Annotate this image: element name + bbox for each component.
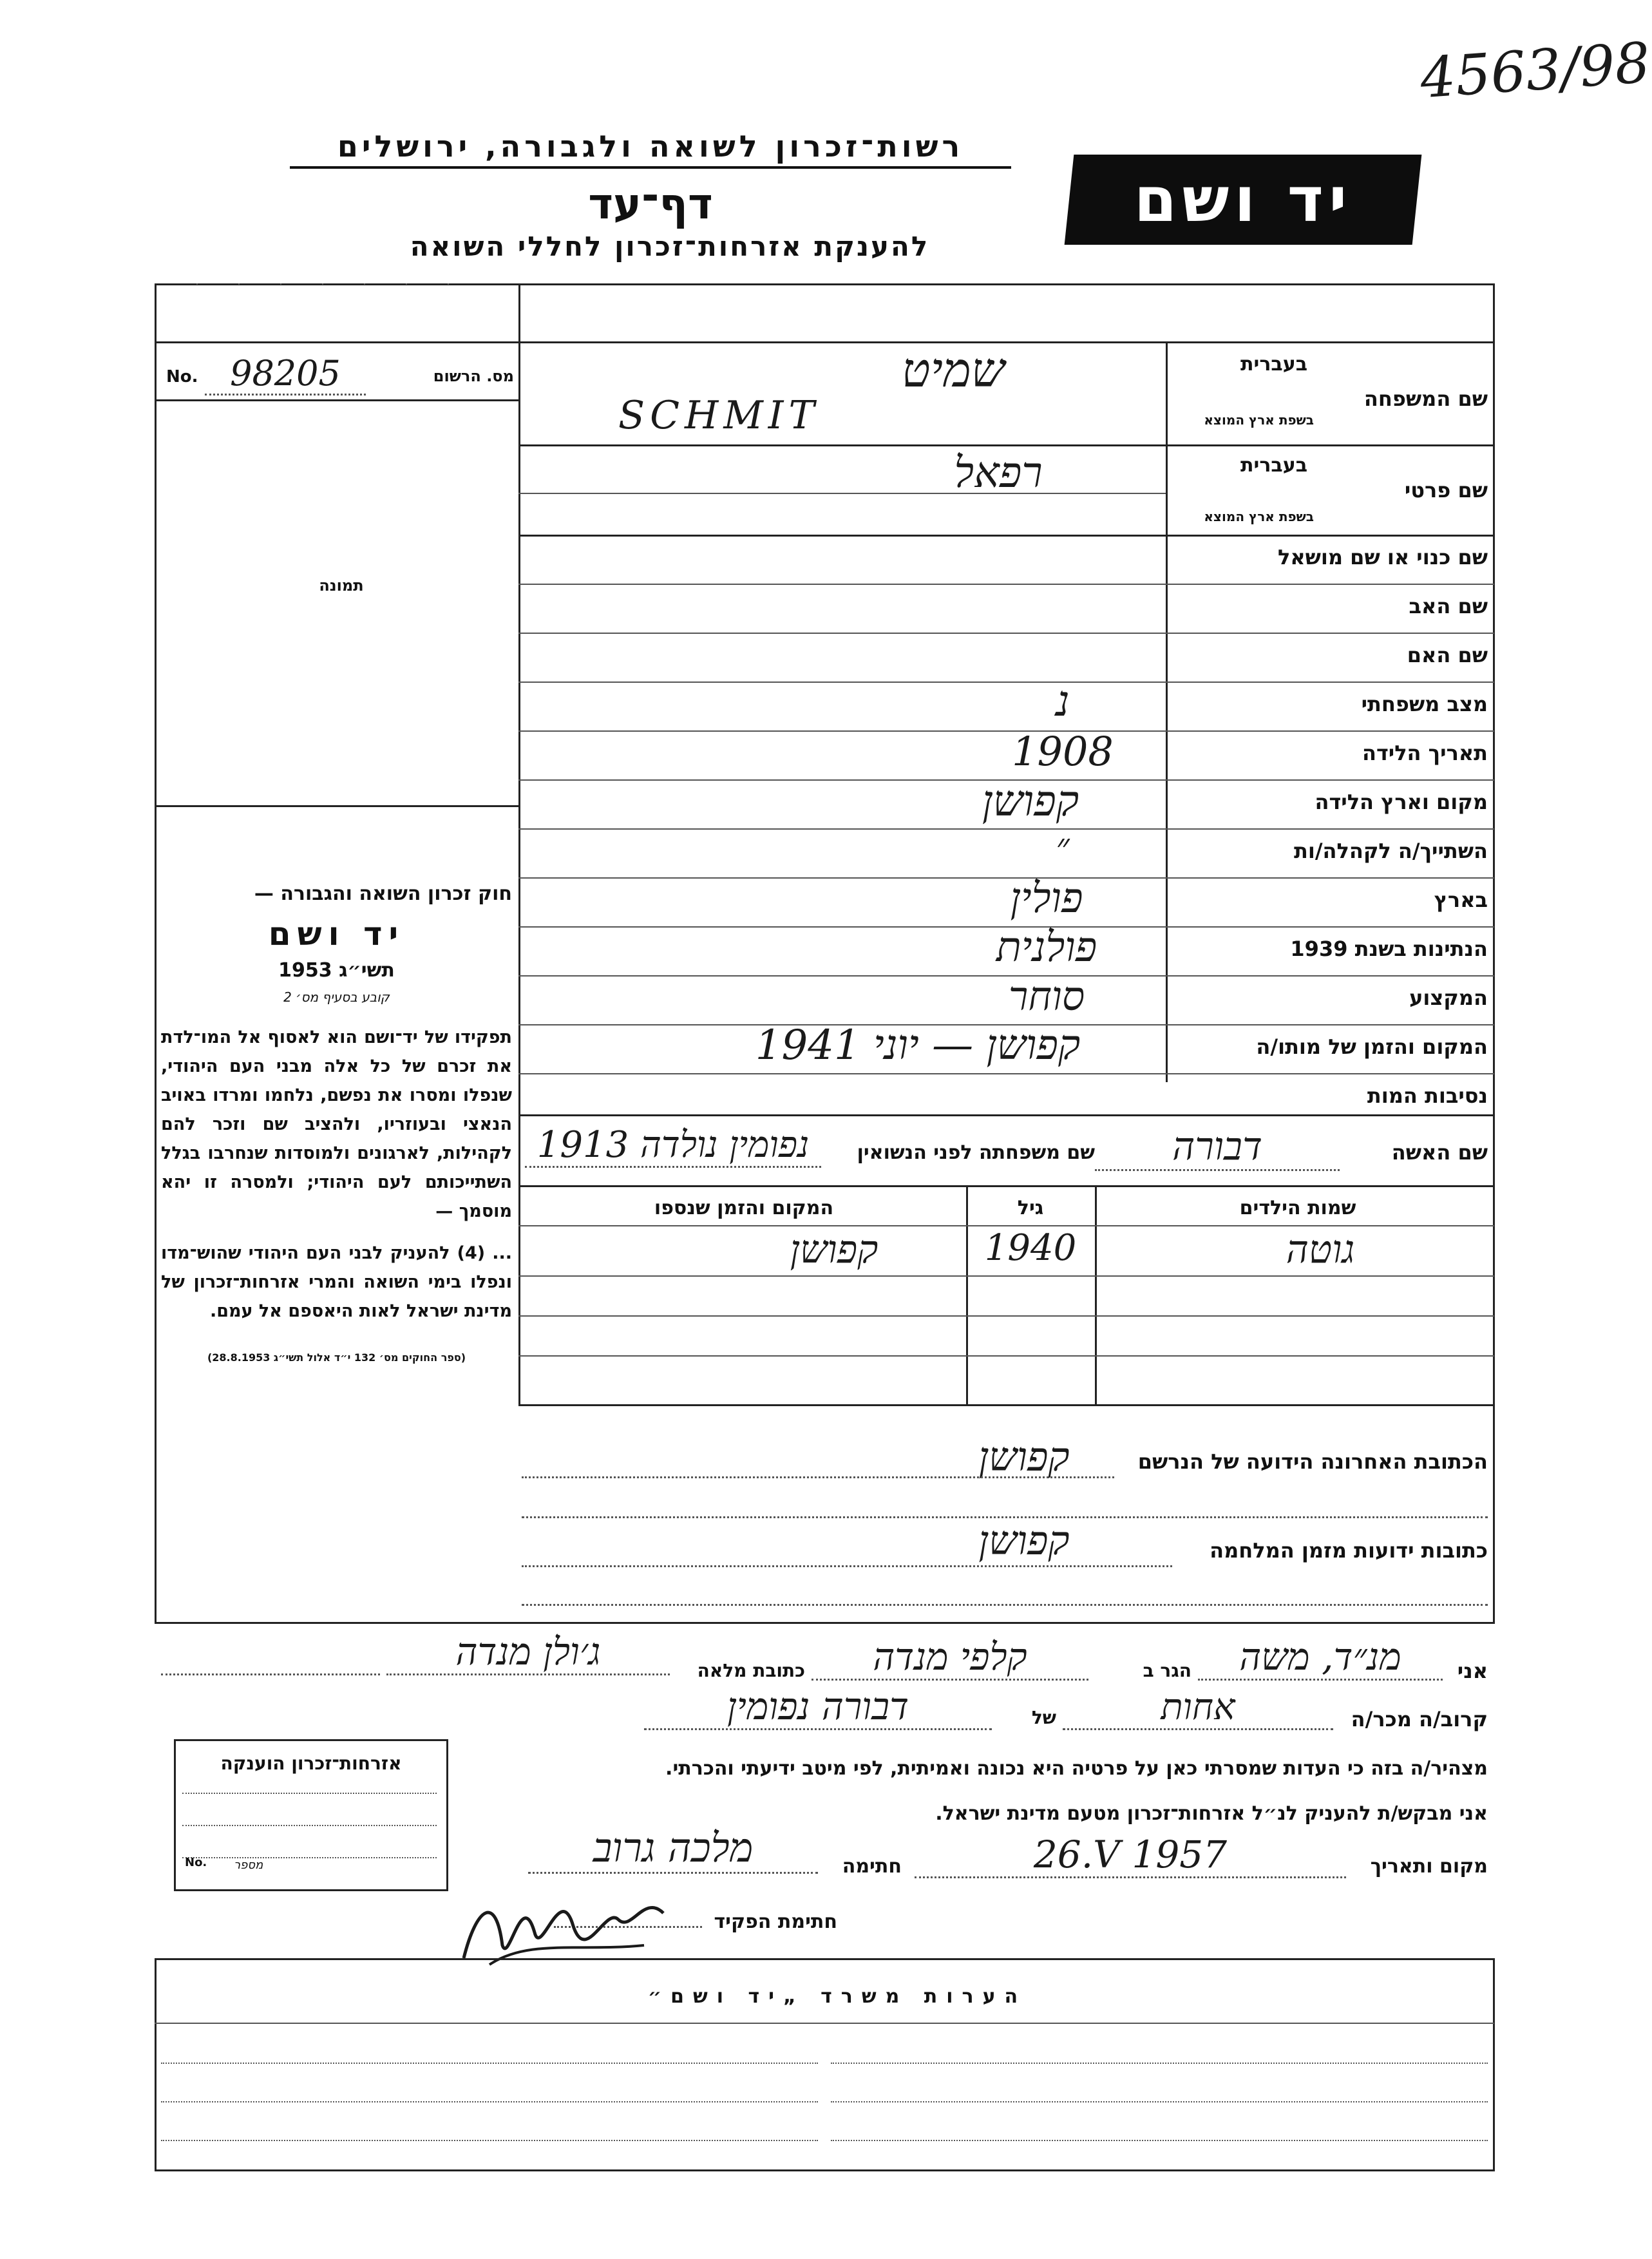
law-name: יד ושם (268, 915, 405, 953)
signature-label: חתימה (842, 1855, 902, 1878)
last-address-label: הכתובת האחרונה הידועה של הנרשם (1137, 1449, 1488, 1474)
place-date-label: מקום ותאריך (1370, 1855, 1488, 1878)
registration-no-label: No. (166, 367, 198, 386)
authority-header: רשות־זכרון לשואה ולגבורה, ירושלים (290, 129, 1011, 169)
surname-label: שם המשפחה (1363, 386, 1488, 411)
children-header-place-time: המקום והזמן שנספו (654, 1197, 834, 1219)
declarant-relative-value[interactable]: אחות (1063, 1686, 1333, 1730)
law-year: תשי״ג 1953 (278, 959, 395, 982)
officer-signature-scribble (451, 1868, 696, 1971)
war-address-label: כתובות ידועות מזמן המלחמה (1210, 1538, 1488, 1563)
wife-label: שם האשה (1391, 1140, 1488, 1165)
remarks-title: הערות משרד „יד ושם״ (647, 1985, 1027, 2008)
declarant-lives-value[interactable]: קלפי מנדה (812, 1635, 1088, 1681)
declarant-relative-label: קרוב/ה מכר/ה (1351, 1707, 1488, 1731)
death-circumstances-label: נסיבות המות (1367, 1083, 1488, 1108)
citizenship-1939-value[interactable]: פולנית (996, 924, 1097, 971)
birth-place-label: מקום וארץ הלידה (1315, 790, 1488, 814)
surname-hebrew-value[interactable]: שמיט (901, 343, 1005, 398)
declarant-ani-label: אני (1457, 1659, 1488, 1683)
community-label: השתייך/ה לקהלה/ות (1293, 839, 1488, 863)
law-paragraph-1: תפקידו של יד־ושם הוא לאסוף אל המו־לדת את זכרם של כל אלה מבני העם היהודי, שנפלו ומסרו את נפשם, נלחמו ומרדו באויב הנאצי ובעוזריו, ולהציב שם וזכר להם לקהילות, לארגונים ולמוסדות שנחרבו בגלל השתייכותם לעם היהודי; ולמסרה זו יהא מוסמך — (161, 1027, 512, 1221)
declarant-of-label: של (1031, 1707, 1056, 1728)
declaration-text-1: מצהיר/ה בזה כי העדות שמסרתי כאן על פרטיה היא נכונה ואמיתית, לפי מיטב ידיעתי והכרתי. (665, 1757, 1488, 1780)
declarant-lives-label: הגר ב (1143, 1660, 1192, 1681)
birth-place-value[interactable]: קפושן (982, 776, 1079, 826)
death-place-time-value[interactable]: קפושן — יוני 1941 (755, 1022, 1081, 1069)
marital-status-value[interactable]: נ (1056, 676, 1070, 726)
registration-field (166, 353, 514, 392)
child-place[interactable]: קפושן (790, 1227, 878, 1272)
children-header-names: שמות הילדים (1239, 1197, 1356, 1219)
declaration-text-2: אני מבקש/ת להעניק לנ״ל אזרחות־זכרון מטעם מדינת ישראל. (935, 1802, 1488, 1825)
wife-value[interactable]: דבורה (1095, 1124, 1340, 1171)
first-name-hebrew-value[interactable]: רפאל (954, 448, 1043, 497)
children-header-age: גיל (1017, 1197, 1044, 1219)
surname-hebrew-label: בעברית (1240, 353, 1307, 376)
archive-number: 4563/98 (1418, 30, 1652, 111)
country-value[interactable]: פולין (1010, 875, 1083, 922)
profession-label: המקצוע (1409, 986, 1488, 1010)
marital-status-label: מצב משפחתי (1361, 692, 1488, 716)
child-age[interactable]: 1940 (984, 1227, 1077, 1269)
law-citation: (ספר החוקים מס׳ 132 י״ד אלול תשי״ג 28.8.1953) (207, 1351, 466, 1364)
citizenship-box-number-label: מספר (234, 1858, 263, 1872)
form-subtitle: להענקת אזרחות־זכרון לחללי השואה (410, 231, 930, 262)
surname-orig-value[interactable]: SCHMIT (618, 393, 820, 438)
first-name-hebrew-label: בעברית (1240, 454, 1307, 477)
form-title: דף־עד (588, 179, 713, 229)
declarant-address-value[interactable]: ג׳ולן מנדה (386, 1630, 670, 1675)
citizenship-1939-label: הנתינות בשנת 1939 (1290, 937, 1488, 961)
citizenship-box-no-label: No. (185, 1856, 207, 1869)
war-address-value[interactable]: קפושן (978, 1517, 1070, 1564)
law-paragraph-2: ... (4) להעניק לבני העם היהודי שהוש־מדו ונפלו בימי השואה והמרי אזרחות־זכרון של מדינת ישראל לאות היאספם אל עמם. (161, 1243, 512, 1321)
surname-orig-label: בשפת ארץ המוצא (1204, 412, 1314, 428)
country-label: בארץ (1434, 888, 1488, 912)
declarant-of-value[interactable]: דבורה נפומין (644, 1684, 992, 1730)
father-name-label: שם האב (1409, 594, 1488, 618)
law-clause: קובע בסעיף מס׳ 2 (283, 989, 390, 1005)
child-name[interactable]: גוטה (1286, 1227, 1355, 1272)
birth-date-label: תאריך הלידה (1362, 741, 1488, 765)
wife-maiden-value[interactable]: נפומין נולדה 1913 (525, 1124, 821, 1168)
profession-value[interactable]: סוחר (1008, 973, 1085, 1020)
wife-maiden-label: שם משפחתה לפני הנשואין (857, 1141, 1095, 1164)
declarant-name[interactable]: מנ״ד, משה (1198, 1635, 1443, 1681)
registration-label: מס. הרשום (433, 367, 514, 385)
declarant-address-dots (161, 1673, 380, 1675)
first-name-orig-label: בשפת ארץ המוצא (1204, 509, 1314, 524)
registration-number[interactable]: 98205 (205, 353, 366, 396)
citizenship-box (174, 1739, 448, 1891)
place-date-value[interactable]: 26.V 1957 (915, 1833, 1346, 1878)
signature-value[interactable]: מלכה גרוב (528, 1824, 818, 1874)
declarant-address-label: כתובת מלאה (697, 1660, 805, 1681)
law-title: חוק זכרון השואה והגבורה — (254, 882, 512, 905)
nickname-label: שם כנוי או שם מושאל (1277, 545, 1488, 569)
mother-name-label: שם האם (1407, 643, 1488, 667)
last-address-value[interactable]: קפושן (978, 1433, 1070, 1480)
first-name-label: שם פרטי (1404, 478, 1488, 502)
community-value[interactable]: ״ (1056, 826, 1070, 868)
yad-vashem-logo (1065, 155, 1422, 245)
logo-text: יד ושם (1134, 164, 1353, 236)
photo-label: תמונה (319, 577, 364, 595)
law-text-block (161, 882, 512, 1364)
citizenship-box-title: אזרחות־זכרון הוענקה (220, 1753, 402, 1774)
death-place-time-label: המקום והזמן של מותו/ה (1256, 1034, 1488, 1059)
officer-signature-label: חתימת הפקיד (714, 1911, 837, 1933)
birth-date-value[interactable]: 1908 (1012, 728, 1114, 775)
